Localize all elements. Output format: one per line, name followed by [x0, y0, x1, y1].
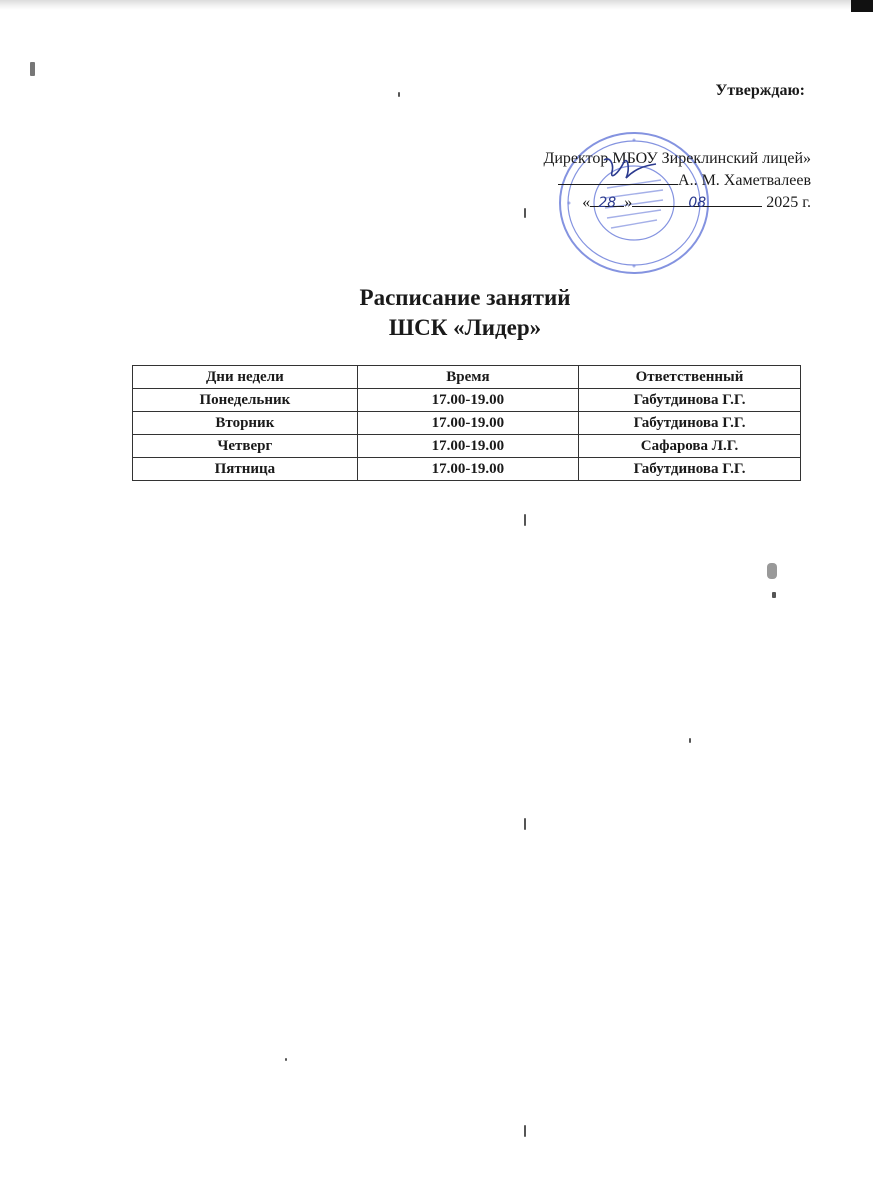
date-year: 2025 г.: [766, 194, 811, 211]
signature-line: [451, 170, 811, 192]
date-open-quote: «: [582, 194, 591, 211]
cell-responsible: Габутдинова Г.Г.: [579, 412, 801, 435]
scan-speck: [524, 514, 526, 526]
date-month: 08: [632, 192, 762, 207]
header-time: Время: [357, 366, 578, 389]
scan-speck: [524, 818, 526, 830]
scan-speck: [30, 62, 35, 76]
approve-label: Утверждаю:: [715, 82, 805, 99]
date-day: 28: [590, 192, 624, 207]
director-line: Директор МБОУ Зиреклинский лицей»: [543, 150, 811, 167]
table-row: [133, 389, 801, 412]
signature-block: [451, 148, 811, 214]
date-close-quote: »: [624, 194, 633, 211]
cell-time: 17.00-19.00: [357, 412, 578, 435]
table-header-row: [133, 366, 801, 389]
handwritten-signature-icon: [600, 152, 660, 186]
scan-speck: [398, 92, 400, 97]
table-row: [133, 458, 801, 481]
cell-time: 17.00-19.00: [357, 389, 578, 412]
scan-speck: [524, 1125, 526, 1137]
title-line-1: Расписание занятий: [359, 285, 571, 310]
scan-speck: [772, 592, 776, 598]
scan-edge: [0, 0, 873, 10]
cell-day: Понедельник: [133, 389, 358, 412]
cell-time: 17.00-19.00: [357, 435, 578, 458]
page-title: [0, 283, 873, 343]
signature-underline: [558, 170, 678, 185]
cell-responsible: Габутдинова Г.Г.: [579, 458, 801, 481]
cell-day: Вторник: [133, 412, 358, 435]
header-responsible: Ответственный: [579, 366, 801, 389]
director-name: А.. М. Хаметвалеев: [678, 172, 811, 189]
cell-responsible: Габутдинова Г.Г.: [579, 389, 801, 412]
title-line-2: ШСК «Лидер»: [388, 315, 542, 340]
cell-day: Четверг: [133, 435, 358, 458]
scan-speck: [767, 563, 777, 579]
date-line: [451, 192, 811, 214]
header-days: Дни недели: [133, 366, 358, 389]
scan-speck: [285, 1058, 287, 1061]
scan-speck: [689, 738, 691, 743]
scan-corner-mark: [851, 0, 873, 12]
table-row: [133, 435, 801, 458]
cell-time: 17.00-19.00: [357, 458, 578, 481]
schedule-table: [132, 365, 801, 481]
cell-day: Пятница: [133, 458, 358, 481]
cell-responsible: Сафарова Л.Г.: [579, 435, 801, 458]
table-row: [133, 412, 801, 435]
